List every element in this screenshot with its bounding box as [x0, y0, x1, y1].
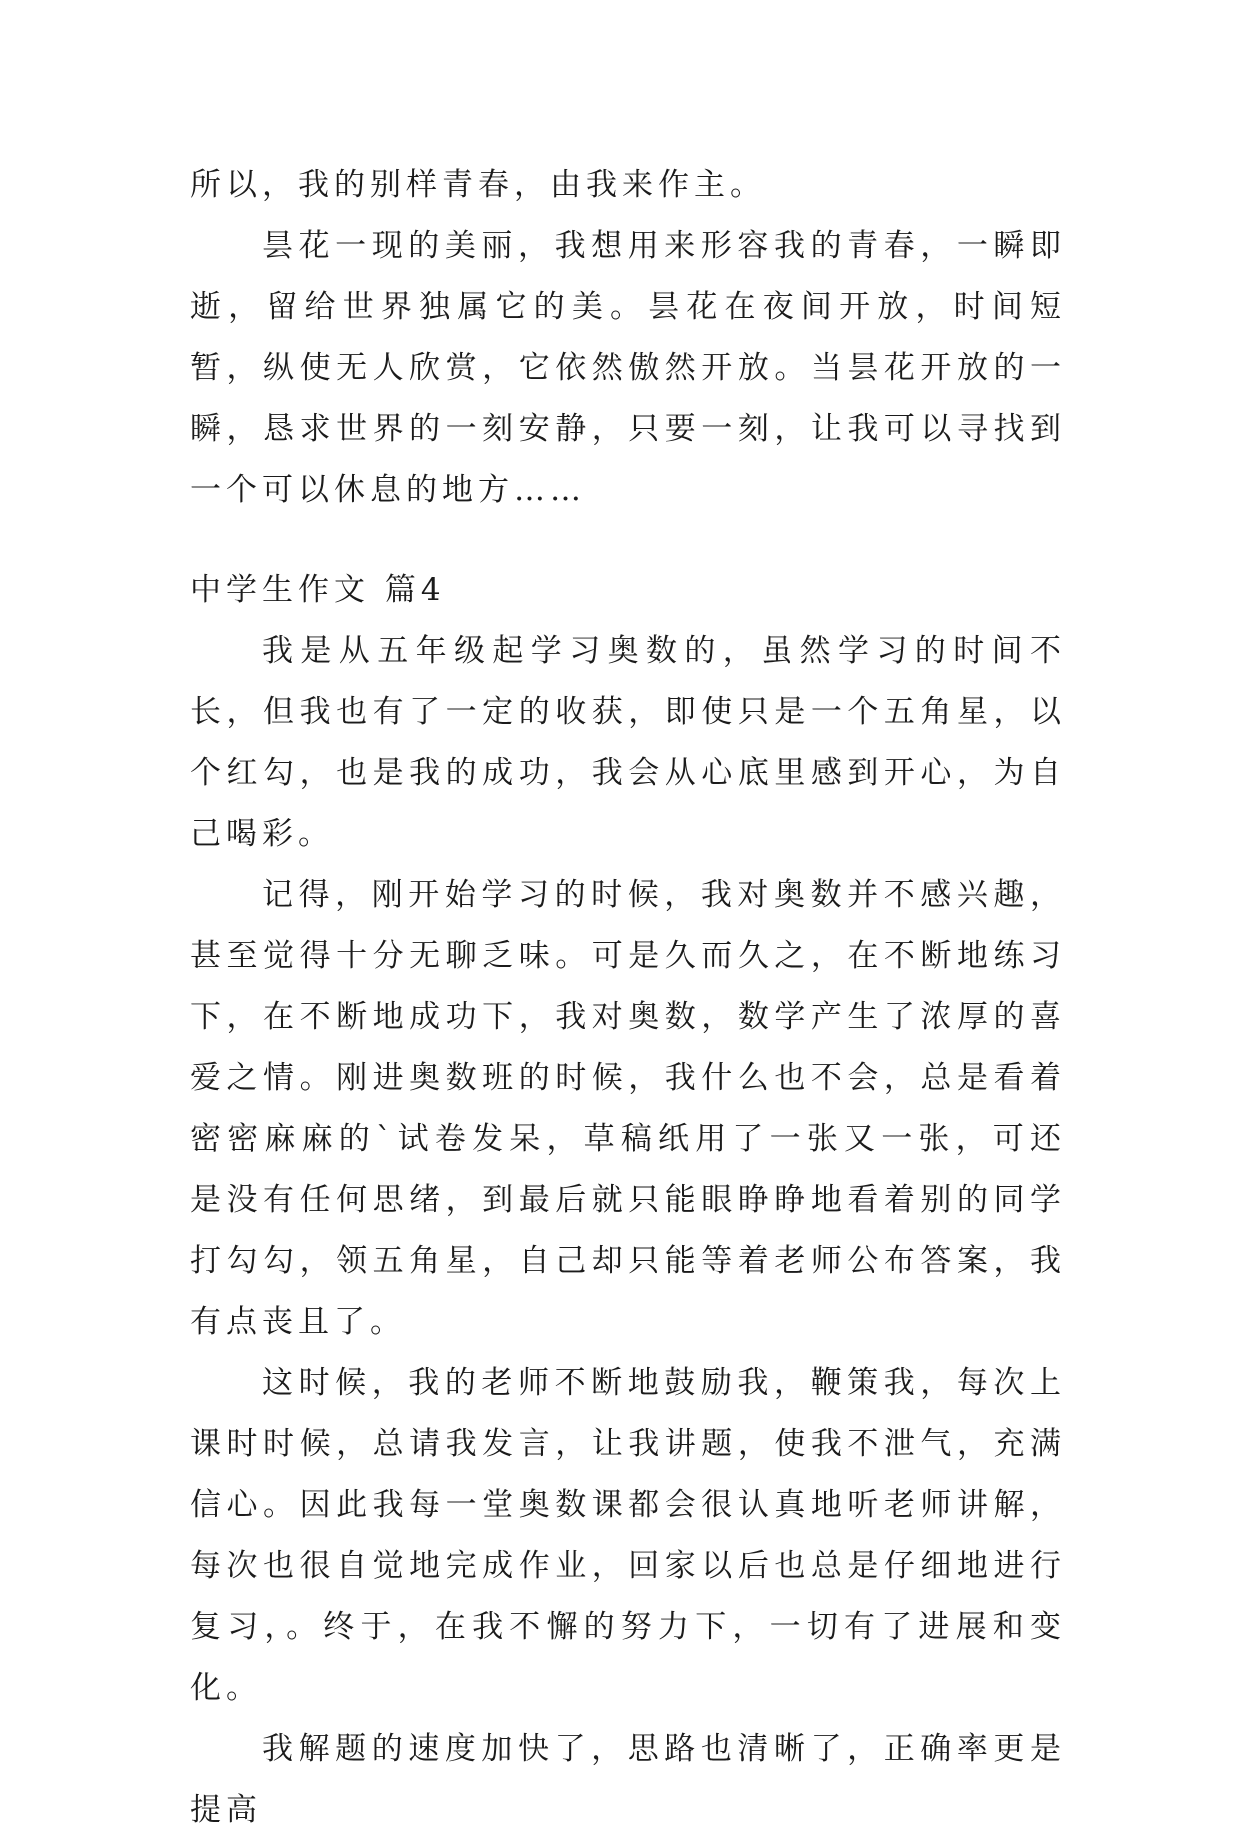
section-title: 中学生作文 篇4 [190, 572, 446, 608]
paragraph: 所以，我的别样青春，由我来作主。 [190, 167, 766, 203]
paragraph: 记得，刚开始学习的时候，我对奥数并不感兴趣，甚至觉得十分无聊乏味。可是久而久之，在不断地练习下，在不断地成功下，我对奥数，数学产生了浓厚的喜爱之情。刚进奥数班的时候，我什么也不会，总是看着密密麻麻的`试卷发呆，草稿纸用了一张又一张，可还是没有任何思绪，到最后就只能眼睁睁地看着别的同学打勾勾，领五角星，自己却只能等着老师公布答案，我有点丧且了。 [190, 877, 1066, 1340]
essay-section [190, 560, 1066, 1841]
continued-text-block [190, 155, 1066, 521]
paragraph: 我解题的速度加快了，思路也清晰了，正确率更是提高 [190, 1731, 1066, 1828]
paragraph: 我是从五年级起学习奥数的，虽然学习的时间不长，但我也有了一定的收获，即使只是一个五角星，以个红勾，也是我的成功，我会从心底里感到开心，为自己喝彩。 [190, 633, 1066, 852]
paragraph: 昙花一现的美丽，我想用来形容我的青春，一瞬即逝，留给世界独属它的美。昙花在夜间开放，时间短暂，纵使无人欣赏，它依然傲然开放。当昙花开放的一瞬，恳求世界的一刻安静，只要一刻，让我可以寻找到一个可以休息的地方…… [190, 228, 1066, 508]
paragraph: 这时候，我的老师不断地鼓励我，鞭策我，每次上课时时候，总请我发言，让我讲题，使我不泄气，充满信心。因此我每一堂奥数课都会很认真地听老师讲解，每次也很自觉地完成作业，回家以后也总是仔细地进行复习，。终于，在我不懈的努力下，一切有了进展和变化。 [190, 1365, 1066, 1706]
